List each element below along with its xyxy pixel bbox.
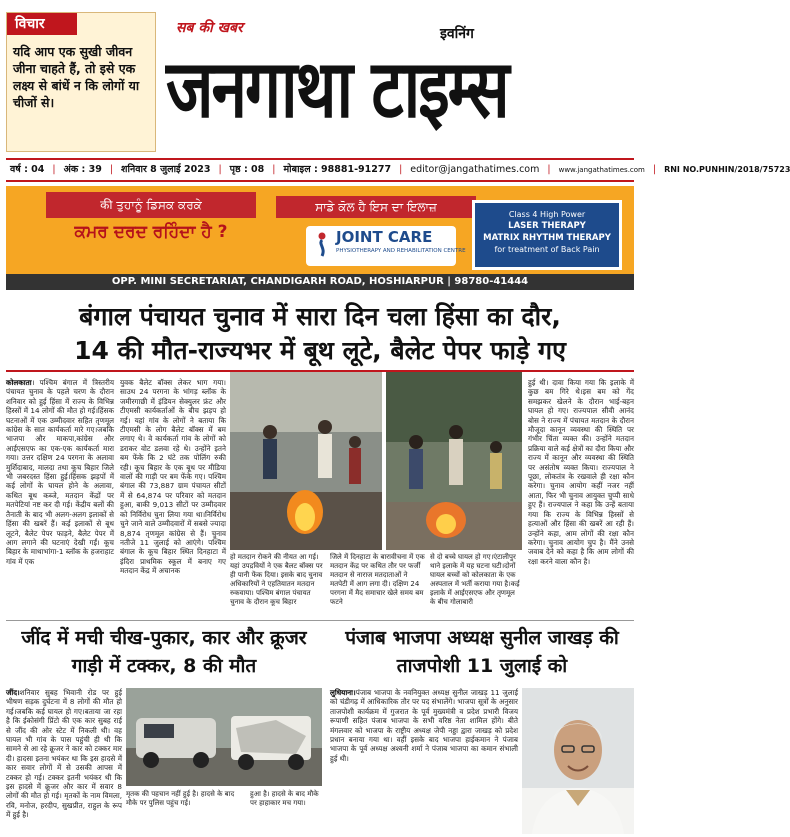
issue-website: www.jangathatimes.com (558, 166, 645, 174)
joint-care-advertisement (6, 186, 634, 290)
thought-text: यदि आप एक सुखी जीवन जीना चाहते हैं, तो इसे एक लक्ष्य से बांधें न कि लोगों या चीजों से। (13, 44, 140, 110)
thought-box (6, 12, 156, 152)
photo-caption-a: हो मतदान रोकने की नीयत आ गई। यहां उपद्रवियों ने एक बैलट बॉक्स पर ही पानी फेंक दिया। इसके बाद चुनाव अधिकारियों ने एहतियातन मतदान रुकवाया। पश्चिम बंगाल पंचायत चुनाव के दौरान कूच बिहार (230, 553, 323, 606)
masthead-tagline: सब की खबर (176, 20, 243, 36)
sunil-jakhar-portrait (522, 688, 634, 834)
thought-tag: विचार (7, 13, 77, 35)
jind-accident-headline: जींद में मची चीख-पुकार, कार और क्रूजर गाड़ी में टक्कर, 8 की मौत (21, 627, 307, 677)
main-headline-line2: 14 की मौत-राज्यभर में बूथ लूटे, बैलेट पेपर फाड़े गए (74, 336, 566, 365)
main-story-dateline: कोलकाता (6, 378, 32, 387)
ad-therapy-line1: Class 4 High Power (508, 210, 586, 219)
jind-photo-caption-1: मृतक की पहचान नहीं हुई है। हादसे के बाद मौके पर पुलिस पहुंच गई। (126, 790, 235, 807)
jind-accident-photo (126, 688, 322, 786)
masthead-evening: इवनिंग (440, 26, 474, 42)
ad-back-pain-text: ਕਮਰ ਦਰਦ ਰਹਿੰਦਾ ਹੈ ? (74, 222, 228, 242)
main-story-column-5: हुई थी। दावा किया गया कि इलाके में कुछ बम गिरे थे।इस बम को गेंद समझकर खेलने के दौरान भाई-बहन घायल हो गए। राज्यपाल सीवी आनंद बोस ने राज्य में पंचायत मतदान के दौरान मौजूदा कानून व्यवस्था की स्थिति पर गंभीर चिंता व्यक्त की। उन्होंने मतदान प्रक्रिया वाले कई क्षेत्रों का दौरा किया और राज्य में कानून और व्यवस्था की स्थिति पर असंतोष व्यक्त किया। राज्यपाल ने पूछा, लोकतंत्र के रखवाले ही रक्षा कौन करेगा। चुनाव आयोग कहीं नजर नहीं आता, फिर भी चुनाव आयुक्त चुप्पी साधे हुए हैं। राज्यपाल ने कहा कि उन्हें बताया गया कि राज्य के विभिन्न हिस्सों से हत्याओं और हिंसा की खबरें आ रही हैं। उन्होंने कहा, आम लोगों की रक्षा कौन करेगा। चुनाव आयोग चुप है। मैंने उनसे जवाब देने को कहा है कि आम लोगों की रक्षा करने वाला कौन है। (528, 378, 634, 566)
ad-address: OPP. MINI SECRETARIAT, CHANDIGARH ROAD, HOSHIARPUR | 98780-41444 (6, 274, 634, 290)
issue-number: अंक : 39 (63, 164, 102, 175)
jind-text: शनिवार सुबह भिवानी रोड पर हुई भीषण सड़क दुर्घटना में 8 लोगों की मौत हो गई।जबकि कई घायल हो गए।बताया जा रहा है कि ईकोसंगी प्रिंटो की एक कार सुबह राई से जींद की ओर स्टेट में निकली थी। वह घायल भी गांव के पास पहुंची ही थी कि सामने से आ रहे क्रूजर ने कार को टक्कर मार दी। हादसा इतना भयंकर था कि इस हादसे में कार सवार लोगों में से उसकी आपस में टक्कर हो गई। टक्कर इतनी भयंकर थी कि इस हादसे में क्रूजर और कार में सवार 8 लोगों की मौत हो गई। मृतकों के नाम विमला, रवि, मनोज, हरदीप, सुखप्रीत, राहुल के रूप में हुई है। (6, 688, 122, 820)
jakhar-body (330, 688, 518, 834)
photo-caption-b: जिले में दिनहाटा के बारावीचना में एक मतदान केंद्र पर कथित तौर पर फर्जी मतदान से नाराज मतदाताओं ने मतपेटी में आग लगा दी। दक्षिण 24 परगना में मैद समाचार खेले समय बम फटने (330, 553, 425, 606)
main-story-column-1 (6, 378, 114, 566)
issue-pages: पृष्ठ : 08 (229, 164, 265, 175)
jakhar-dateline: लुधियाना। (330, 688, 356, 697)
ad-therapy-box (472, 200, 622, 270)
jind-accident-body (6, 688, 122, 834)
newspaper-logo: जनगाथा टाइम्स (166, 42, 508, 137)
main-headline-line1: बंगाल पंचायत चुनाव में सारा दिन चला हिंसा का दौर, (79, 302, 561, 331)
jind-photo-caption-2: हुआ है। हादसे के बाद मौके पर हाहाकार मच गया। (250, 790, 319, 807)
issue-rni: RNI NO.PUNHIN/2018/75723 (664, 165, 790, 174)
ad-therapy-line3: MATRIX RHYTHM THERAPY (483, 233, 611, 243)
ad-therapy-line4: for treatment of Back Pain (494, 245, 600, 254)
issue-email: editor@jangathatimes.com (410, 164, 540, 175)
main-story-text-1: । पश्चिम बंगाल में त्रिस्तरीय पंचायत चुनाव के पहले चरण के दौरान शनिवार को हुई हिंसा में राज्य के विभिन्न हिस्सों में 14 लोगों की मौत हो गई।हिंसक घटनाओं में एक उम्मीदवार सहित तृणमूल कांग्रेस के सात कार्यकर्ता मारे गए।जबकि भाजपा और माकपा,कांग्रेस और आईएसएफ का एक-एक कार्यकर्ता मारा गया। उत्तर दक्षिण 24 परगना के अलावा मुर्शिदाबाद, मालदा तथा कूच बिहार जिले भी जबरदस्त हिंसा हुई।हिंसक झड़पों में कई लोगों के घायल होने के अलावा, कथित बूथ कब्जे, मतदान केंद्रों पर मतपेटियां नष्ट कर दी गई। केंद्रीय बलों की तैनाती के बाद भी अलग-अलग इलाकों से हिंसा की खबरें हैं। कई इलाकों से बूथ लूटने, बैलेट पेपर फाड़ने, बैलेट पेपर में आग लगाने की घटनाएं देखी गईं। कूच बिहार के माथाभांगा-1 ब्लॉक के हजराहाट गांव में एक (6, 378, 114, 566)
issue-info-bar: वर्ष : 04 | अंक : 39 | शनिवार 8 जुलाई 2023 | पृष्ठ : 08 | मोबाइल : 98881-91277 | editor@jangathatimes.com | www.jangathatimes.com | RNI NO.PUNHIN/2018/75723 (6, 158, 634, 182)
issue-year: वर्ष : 04 (10, 164, 45, 175)
ad-brand-name: JOINT CARE (336, 228, 433, 246)
ad-question-banner: की ਤੁਹਾਨੂੰ ਡਿਸਕ ਕਰਕੇ (46, 192, 256, 218)
section-divider (6, 620, 634, 621)
jakhar-headline: पंजाब भाजपा अध्यक्ष सुनील जाखड़ की ताजपोशी 11 जुलाई को (345, 627, 619, 677)
main-story-column-2: युवक बैलेट बॉक्स लेकर भाग गया। साउथ 24 परगना के भांगड़ ब्लॉक के जमीरगाछी में इंडियन सेक्युलर फ्रंट और टीएमसी कार्यकर्ताओं के बीच झड़प हो गई। यहां गांव के लोगों ने बताया कि टीएमसी के लोग बैलेट बॉक्स में बम लगाए थे। वे कार्यकर्ता गांव के लोगों को डराकर वोट डलवा रहे थे। उन्होंने इतने बम फेंके कि 2 घंटे तक पोलिंग रुकी रही। कूच बिहार के एक बूथ पर मीडिया वालों की गाड़ी पर बम फेंके गए। पश्चिम बंगाल की 73,887 ग्राम पंचायत सीटों में से 64,874 पर परिवार को मतदान हुआ, बाकी 9,013 सीटों पर उम्मीदवार को निर्विरोध चुना लिया गया था।निर्विरोध चुने जाने वाले उम्मीदवारों में सबसे ज्यादा 8,874 तृणमूल कांग्रेस से हैं। चुनाव नतीजे 11 जुलाई को आएंगे। पश्चिम बंगाल के कूच बिहार स्थित दिनहाटा में इंदिरा प्राथमिक स्कूल में बनाए गए मतदान केंद्र में अचानक (120, 378, 226, 576)
violence-photo-1 (230, 372, 382, 550)
issue-date: शनिवार 8 जुलाई 2023 (121, 164, 211, 175)
issue-mobile: मोबाइल : 98881-91277 (283, 164, 392, 175)
ad-brand-logo (306, 226, 466, 266)
jakhar-text: पंजाब भाजपा के नवनियुक्त अध्यक्ष सुनील जाखड़ 11 जुलाई को चंडीगढ़ में आधिकारिक तौर पर पद संभालेंगे। भाजपा सूत्रों के अनुसार ताजपोशी कार्यक्रम में गुजरात के पूर्व मुख्यमंत्री व प्रदेश प्रभारी विजय रूपाणी सहित पंजाब भाजपा के सभी वरिष्ठ नेता शामिल होंगे। बीते मंगलवार को भाजपा के राष्ट्रीय अध्यक्ष जेपी नड्डा द्वारा जाखड़ को प्रदेश प्रधान बनाया गया था। वहीं इसके बाद भाजपा हाईकमान ने पंजाब भाजपा के पूर्व अध्यक्ष अश्वनी शर्मा ने पंजाब भाजपा का कमान संभाली हुई थी। (330, 688, 518, 763)
spine-icon (312, 232, 332, 258)
photo-caption-c: से दो बच्चे घायल हो गए।एंटालीपुर थाने इलाके में यह घटना घटी।दोनों घायल बच्चों को कोलकाता के एक अस्पताल में भर्ती कराया गया है।कई इलाके में आईएसएफ और तृणमूल के बीच गोलाबारी (430, 553, 520, 606)
ad-brand-subtitle: PHYSIOTHERAPY AND REHABILITATION CENTRE (336, 248, 466, 254)
ad-solution-banner: ਸਾਡੇ ਕੋਲ ਹੈ ਇਸ ਦਾ ਇਲਾਜ਼ (276, 196, 476, 218)
violence-photo-2 (386, 372, 522, 550)
ad-therapy-line2: LASER THERAPY (508, 221, 586, 231)
jind-dateline: जींद। (6, 688, 20, 697)
